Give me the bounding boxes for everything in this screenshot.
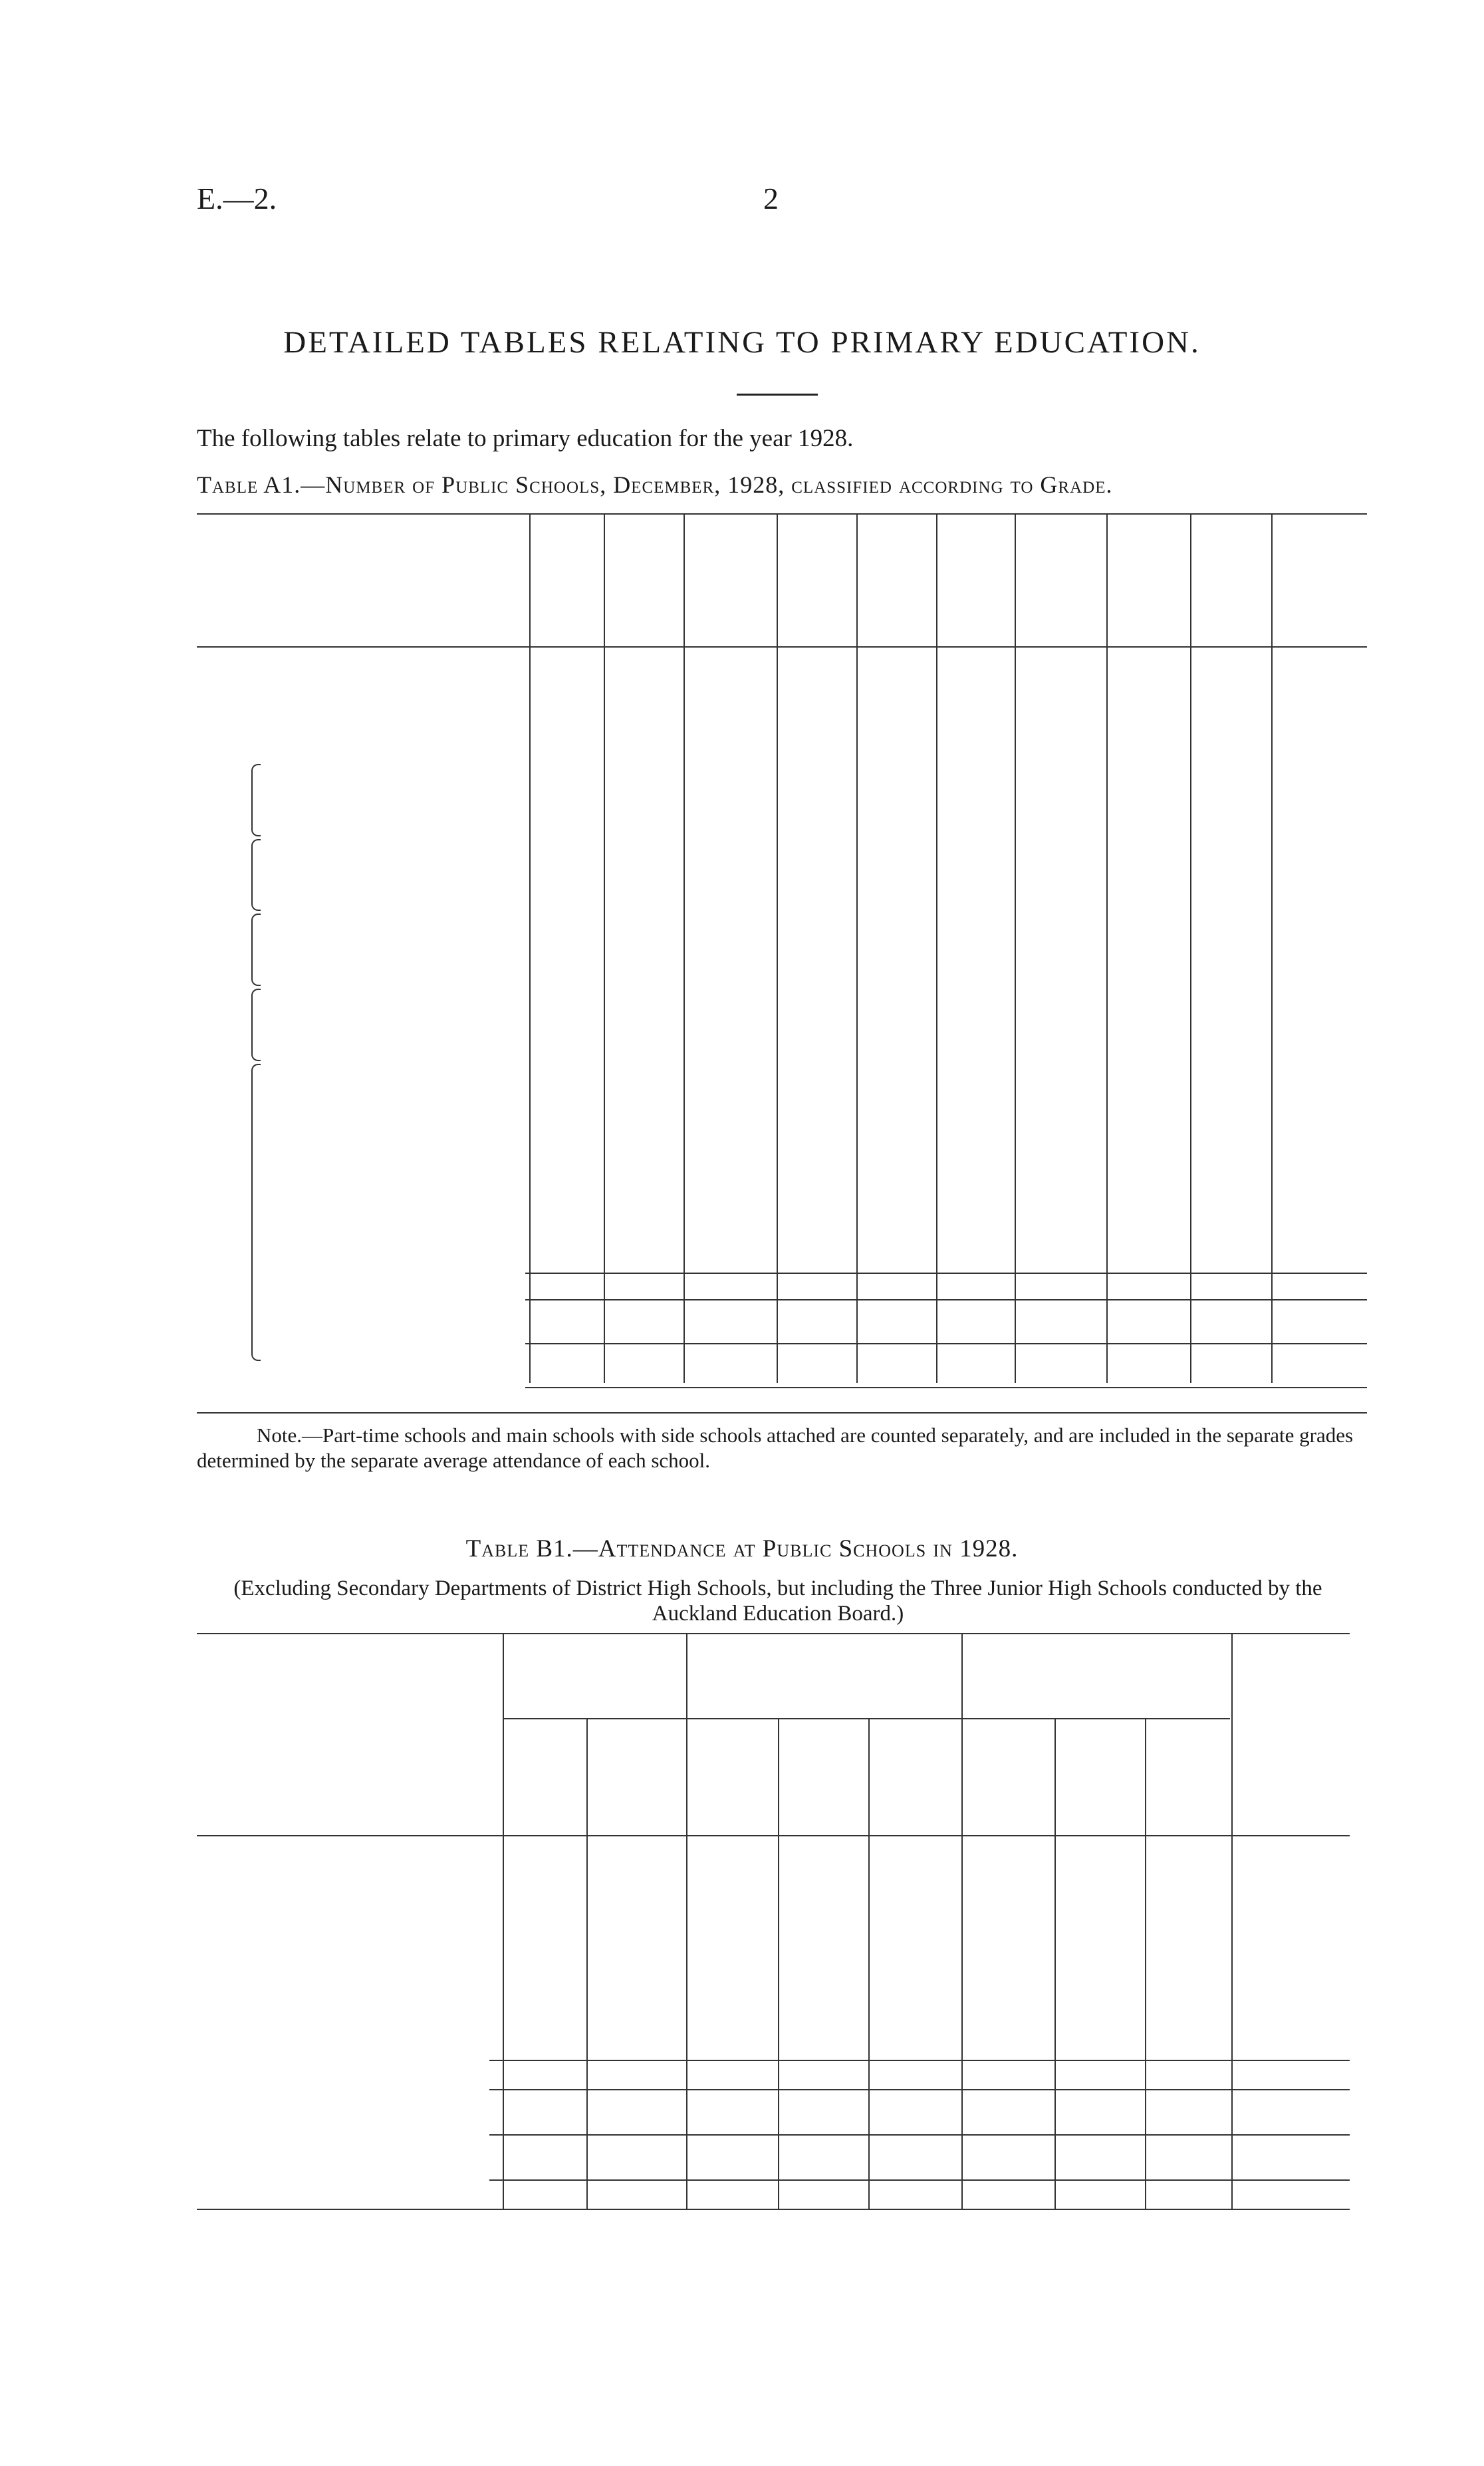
- table-b1-subcaption: (Excluding Secondary Departments of District High Schools, but including the Three Junior High Schools conducted by the Auckland Education Board.): [233, 1576, 1322, 1626]
- title-rule: [737, 394, 818, 396]
- page-number: 2: [763, 182, 779, 215]
- grade-group-brace: [251, 764, 261, 836]
- grade-group-brace: [251, 914, 261, 986]
- table-a1-col-rule: [529, 513, 531, 1383]
- table-a1-totals-rule: [525, 1387, 1367, 1388]
- table-a1-caption: Table A1.—Number of Public Schools, December, 1928, classified according to Grade.: [197, 471, 1113, 498]
- table-a1-note: Note.—Part-time schools and main schools with side schools attached are counted separately, and are included in the separate grades determined by the separate average attendance of each school.: [197, 1423, 1354, 1472]
- table-b1-totals-rule: [489, 2179, 1350, 2181]
- table-a1-totals-rule: [525, 1299, 1367, 1300]
- table-b1-totals-rule: [489, 2134, 1350, 2136]
- table-a1-col-rule: [777, 513, 778, 1383]
- table-b1-totals-rule: [489, 2089, 1350, 2090]
- column-header: [1307, 521, 1359, 641]
- table-a1-col-rule: [1106, 513, 1108, 1383]
- table-a1-col-rule: [1015, 513, 1016, 1383]
- table-b1-col-rule: [686, 1633, 687, 2209]
- table-b1-header-rule: [197, 1835, 1350, 1836]
- table-a1-col-rule: [683, 513, 685, 1383]
- grade-group-brace: [251, 1064, 261, 1361]
- table-b1-bottom-rule: [197, 2209, 1350, 2210]
- table-a1-col-rule: [936, 513, 937, 1383]
- table-b1-col-rule: [961, 1633, 963, 2209]
- table-a1-top-rule: [197, 513, 1367, 515]
- table-a1-totals-rule: [525, 1343, 1367, 1344]
- table-a1-bottom-rule: [197, 1412, 1367, 1414]
- table-b1-group-rule: [503, 1718, 1230, 1719]
- grade-group-brace: [251, 989, 261, 1061]
- table-b1-col-rule: [503, 1633, 504, 2209]
- intro-text: The following tables relate to primary education for the year 1928.: [197, 425, 854, 452]
- page-title: DETAILED TABLES RELATING TO PRIMARY EDUCATION.: [283, 325, 1201, 360]
- table-b1-top-rule: [197, 1633, 1350, 1634]
- table-a1-col-rule: [1271, 513, 1273, 1383]
- table-a1-rows-end-rule: [525, 1273, 1367, 1274]
- table-b1-col-rule: [1231, 1633, 1233, 2209]
- report-reference: E.—2.: [197, 182, 277, 215]
- table-a1-col-rule: [856, 513, 858, 1383]
- table-b1-rows-end-rule: [489, 2060, 1350, 2061]
- table-a1-col-rule: [604, 513, 605, 1383]
- table-b1-caption: Table B1.—Attendance at Public Schools in 1928.: [465, 1535, 1019, 1562]
- table-a1-col-rule: [1190, 513, 1191, 1383]
- grade-group-brace: [251, 839, 261, 912]
- table-a1-header-rule: [197, 646, 1367, 648]
